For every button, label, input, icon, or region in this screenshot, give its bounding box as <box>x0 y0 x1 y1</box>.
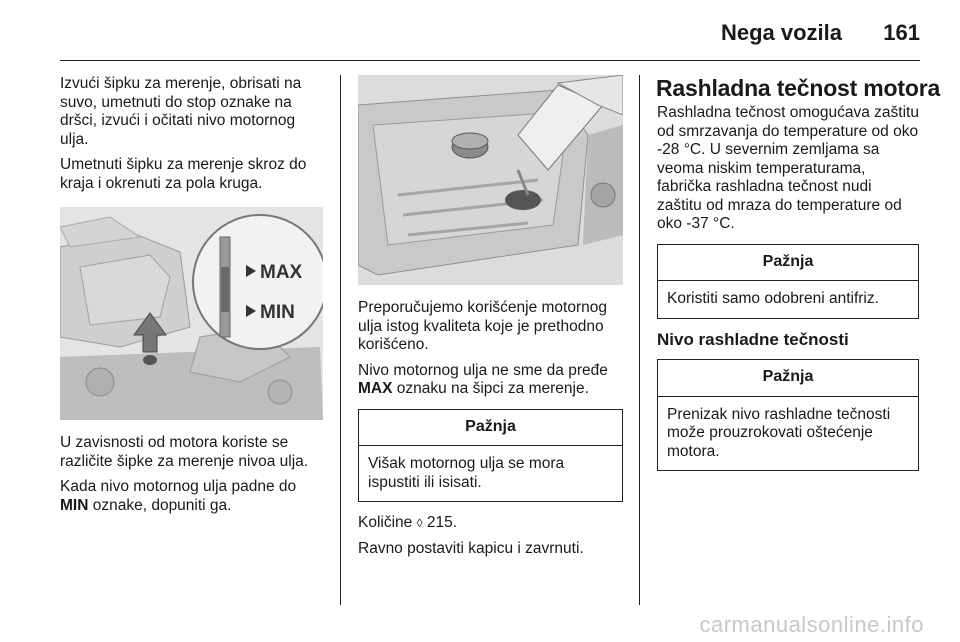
header-rule <box>60 60 920 61</box>
subsection-title: Nivo rashladne tečnosti <box>657 329 849 349</box>
notice-body: Višak motornog ulja se mora ispustiti ili isisati. <box>368 455 565 491</box>
header-title: Nega vozila <box>720 20 842 45</box>
paragraph: Umetnuti šipku za merenje skroz do kraja i okrenuti za pola kruga. <box>60 156 307 192</box>
notice-box <box>657 359 919 471</box>
page-number: 161 <box>883 20 920 45</box>
min-label: MIN <box>260 302 295 323</box>
notice-body: Prenizak nivo rashladne tečnosti može prouzrokovati oštećenje motora. <box>667 405 891 460</box>
max-label: MAX <box>260 262 303 283</box>
notice-box <box>358 409 623 503</box>
paragraph: Ravno postaviti kapicu i zavrnuti. <box>358 539 584 557</box>
max-bold: MAX <box>358 380 393 397</box>
paragraph: Kada nivo motornog ulja padne do MIN oznake, dopuniti ga. <box>60 478 297 514</box>
paragraph: Nivo motornog ulja ne sme da pređe MAX oznaku na šipci za merenje. <box>358 361 608 397</box>
section-title: Rashladna tečnost motora <box>656 75 941 101</box>
column-divider <box>340 75 341 605</box>
oil-fill-figure <box>358 75 623 285</box>
oil-fill-illustration <box>358 75 623 285</box>
notice-title: Pažnja <box>658 360 918 397</box>
notice-body: Koristiti samo odobreni antifriz. <box>667 290 879 307</box>
notice-title: Pažnja <box>359 410 622 447</box>
engine-illustration <box>60 207 323 420</box>
paragraph: Rashladna tečnost omogućava zaštitu od smrzavanja do temperature od oko -28 °C. U severnim zemljama sa veoma niskim temperaturama, fabrička rashladna tečnost nudi zaštitu od mraza do temperature od oko -37 °C. <box>657 104 919 232</box>
column-divider <box>639 75 640 605</box>
dipstick-figure <box>60 207 323 420</box>
column-1 <box>60 75 326 522</box>
notice-title: Pažnja <box>658 245 918 282</box>
paragraph: Količine ◊ 215. <box>358 514 458 531</box>
column-3 <box>656 75 941 483</box>
notice-box <box>657 244 919 319</box>
watermark: carmanualsonline.info <box>699 612 924 637</box>
paragraph: Izvući šipku za merenje, obrisati na suvo, umetnuti do stop oznake na dršci, izvući i očitati nivo motornog ulja. <box>60 75 302 148</box>
paragraph: Preporučujemo korišćenje motornog ulja istog kvaliteta koje je prethodno korišćeno. <box>358 299 607 353</box>
min-bold: MIN <box>60 496 89 514</box>
column-2 <box>358 75 623 565</box>
paragraph: U zavisnosti od motora koriste se različite šipke za merenje nivoa ulja. <box>60 434 309 470</box>
page-ref-icon: ◊ <box>416 516 423 530</box>
